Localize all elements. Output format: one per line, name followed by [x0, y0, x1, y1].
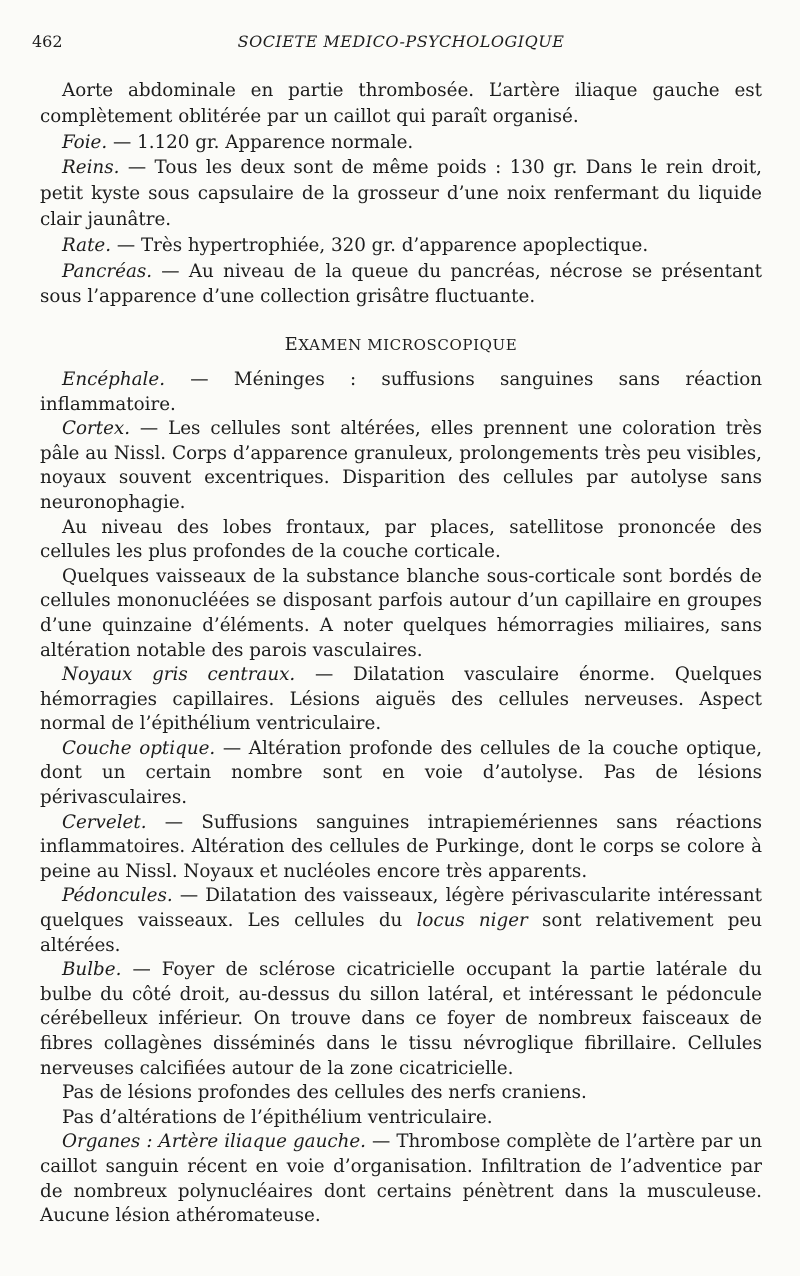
paragraph-organes: [40, 1130, 762, 1228]
paragraph-label: Pédoncules.: [62, 885, 173, 907]
paragraph-text: — Thrombose complète de l’artère par un caillot sanguin récent en voie d’organisation. Infiltration de l’adventice par de nombreux polynucléaires dont certains pénètrent dans la musculeuse. Aucune lésion athéromateuse.: [40, 1131, 762, 1227]
paragraph-text: Quelques vaisseaux de la substance blanche sous-corticale sont bordés de cellules mononucléées se disposant parfois autour d’un capillaire en groupes d’une quinzaine d’éléments. A noter quelques hémorragies miliaires, sans altération notable des parois vasculaires.: [40, 565, 762, 661]
paragraph-pancreas: [40, 259, 762, 311]
paragraph-text: — Suffusions sanguines intrapiemériennes sans réactions inflammatoires. Altération des cellules de Purkinge, dont le corps se colore à peine au Nissl. Noyaux et nucléoles encore très apparents.: [40, 811, 762, 882]
paragraph-label: Foie.: [62, 131, 108, 153]
paragraph-text: — Méninges : suffusions sanguines sans réaction inflammatoire.: [40, 368, 762, 415]
paragraph-couche-optique: [40, 737, 762, 811]
paragraph-text: — Altération profonde des cellules de la couche optique, dont un certain nombre sont en voie d’autolyse. Pas de lésions périvasculaires.: [40, 737, 762, 809]
page-body: [40, 78, 762, 1229]
paragraph-label: Organes : Artère iliaque gauche.: [62, 1131, 366, 1153]
paragraph-label: Pancréas.: [62, 260, 153, 282]
paragraph-italic-term: locus niger: [416, 910, 528, 932]
paragraph-rate: [40, 233, 762, 259]
paragraph-label: Bulbe.: [62, 959, 122, 981]
paragraph-label: Noyaux gris centraux.: [62, 664, 296, 686]
paragraph-label: Cervelet.: [62, 811, 147, 833]
paragraph-text: — Dilatation des vaisseaux, légère périvascularite intéressant quelques vaisseaux. Les cellules du: [40, 885, 762, 932]
paragraph-text: Au niveau des lobes frontaux, par places, satellitose prononcée des cellules les plus profondes de la couche corticale.: [40, 516, 762, 563]
paragraph-label: Cortex.: [62, 418, 131, 440]
paragraph-text-after: sont relativement peu altérées.: [40, 910, 762, 956]
paragraph-label: Couche optique.: [62, 737, 216, 759]
paragraph-text: — Au niveau de la queue du pancréas, nécrose se présentant sous l’apparence d’une collection grisâtre fluctuante.: [40, 260, 762, 308]
paragraph-label: Rate.: [62, 234, 112, 256]
page-header: [32, 32, 770, 56]
paragraph-encephale: [40, 368, 762, 417]
page-number: 462: [32, 32, 63, 51]
paragraph-vaisseaux: [40, 565, 762, 663]
paragraph-text: — Tous les deux sont de même poids : 130 gr. Dans le rein droit, petit kyste sous capsulaire de la grosseur d’une noix renfermant du liquide clair jaunâtre.: [40, 157, 762, 230]
paragraph-lobes: [40, 516, 762, 565]
paragraph-bulbe: [40, 958, 762, 1081]
paragraph-label: Encéphale.: [62, 368, 166, 390]
paragraph-pedoncules: [40, 884, 762, 958]
paragraph-text: — Foyer de sclérose cicatricielle occupant la partie latérale du bulbe du côté droit, au-dessus du sillon latéral, et intéressant le pédoncule cérébelleux inférieur. On trouve dans ce foyer de nombreux faisceaux de fibres collagènes disséminés dans le tissu névroglique fibrillaire. Cellules nerveuses calcifiées autour de la zone cicatricielle.: [40, 959, 762, 1079]
paragraph-pas-lesions: [40, 1081, 762, 1106]
running-title: SOCIETE MEDICO-PSYCHOLOGIQUE: [237, 32, 565, 51]
paragraph-text: Aorte abdominale en partie thrombosée. L’artère iliaque gauche est complètement oblitérée par un caillot qui paraît organisé.: [40, 80, 762, 127]
paragraph-label: Reins.: [62, 157, 120, 179]
paragraph-text: — Les cellules sont altérées, elles prennent une coloration très pâle au Nissl. Corps d’apparence granuleux, prolongements très peu visibles, noyaux souvent excentriques. Disparition des cellules par autolyse sans neuronophagie.: [40, 418, 762, 513]
paragraph-text: — Très hypertrophiée, 320 gr. d’apparence apoplectique.: [111, 234, 649, 256]
paragraph-aorte: [40, 78, 762, 130]
paragraph-text: Pas d’altérations de l’épithélium ventriculaire.: [62, 1106, 493, 1128]
section-title: [40, 332, 762, 359]
paragraph-noyaux: [40, 663, 762, 737]
paragraph-cortex: [40, 417, 762, 515]
section-title-initial: E: [284, 334, 299, 356]
paragraph-text: Pas de lésions profondes des cellules des nerfs craniens.: [62, 1082, 587, 1104]
paragraph-text: — Dilatation vasculaire énorme. Quelques hémorragies capillaires. Lésions aiguës des cellules nerveuses. Aspect normal de l’épithélium ventriculaire.: [40, 664, 762, 735]
paragraph-pas-alterations: [40, 1106, 762, 1131]
paragraph-text: — 1.120 gr. Apparence normale.: [107, 131, 414, 153]
paragraph-foie: [40, 130, 762, 156]
section-title-rest: XAMEN MICROSCOPIQUE: [298, 336, 518, 355]
paragraph-reins: [40, 155, 762, 232]
paragraph-cervelet: [40, 811, 762, 885]
